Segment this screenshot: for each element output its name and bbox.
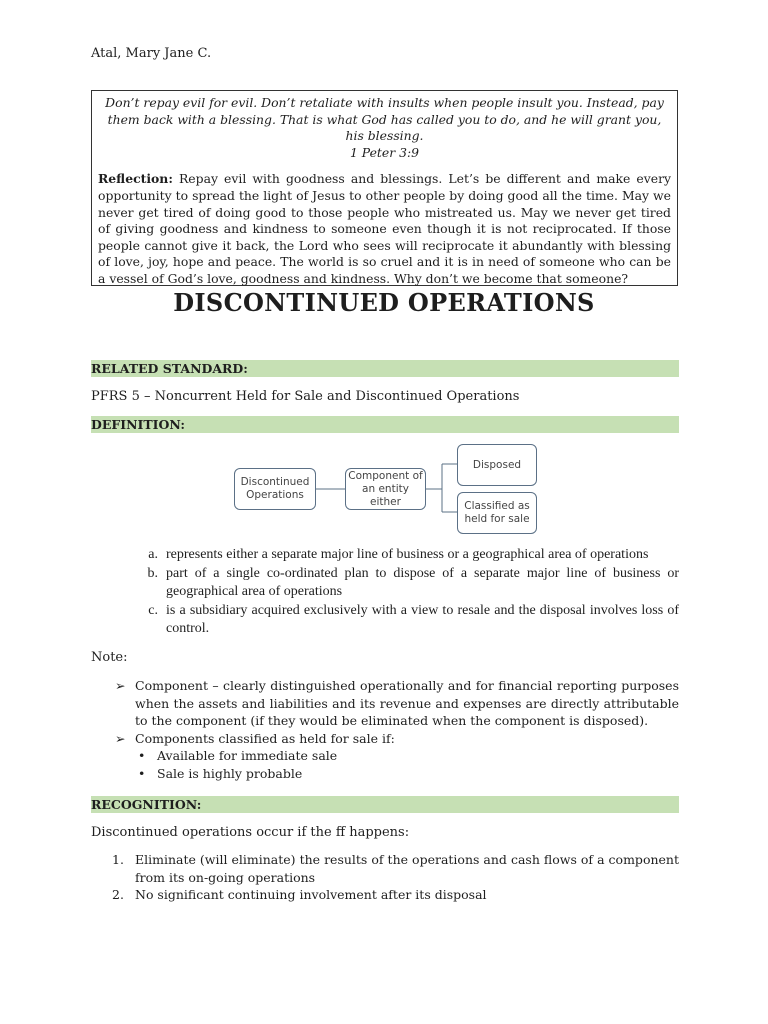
list-text: Eliminate (will eliminate) the results of the operations and cash flows of a component from its on-going operations (135, 852, 679, 885)
diagram-node-component: Component of an entity either (345, 468, 426, 510)
list-item (91, 546, 679, 564)
diagram-node-disposed: Disposed (457, 444, 537, 486)
reflection (98, 171, 671, 287)
list-marker: b. (147, 566, 158, 581)
definition-heading: DEFINITION: (91, 416, 679, 433)
list-marker: 1. (112, 852, 124, 867)
list-marker: c. (148, 603, 158, 618)
list-item (91, 747, 679, 765)
list-text: represents either a separate major line of business or a geographical area of operations (166, 547, 649, 562)
list-text: No significant continuing involvement after its disposal (135, 887, 487, 903)
arrow-bullet-icon: ➢ (115, 730, 126, 746)
list-marker: a. (148, 547, 158, 562)
list-item (91, 886, 679, 904)
diagram-node-discontinued-operations: Discontinued Operations (234, 468, 316, 510)
list-text: Sale is highly probable (157, 765, 303, 781)
list-item (91, 602, 679, 638)
definition-diagram (230, 440, 540, 535)
list-text: Component – clearly distinguished operationally and for financial reporting purposes when the assets and liabilities and its revenue and expenses are directly attributable to the component (if they would be eliminated when the component is disposed). (135, 678, 679, 729)
list-text: Available for immediate sale (157, 748, 338, 764)
list-text: Components classified as held for sale if: (135, 730, 395, 746)
list-text: part of a single co-ordinated plan to dispose of a separate major line of business or geographical area of operations (166, 566, 679, 599)
author-name: Atal, Mary Jane C. (91, 46, 212, 61)
page-title: DISCONTINUED OPERATIONS (173, 288, 595, 317)
recognition-intro: Discontinued operations occur if the ff happens: (91, 825, 410, 840)
definition-list (91, 546, 679, 639)
related-standard-text: PFRS 5 – Noncurrent Held for Sale and Discontinued Operations (91, 389, 520, 404)
bible-verse: 1 Peter 3:9 (349, 144, 420, 160)
note-list (91, 677, 679, 783)
reflection-label: Reflection: (98, 171, 173, 187)
list-marker: 2. (112, 887, 124, 903)
bullet-icon: • (138, 748, 146, 764)
bullet-icon: • (138, 765, 146, 781)
list-item (91, 677, 679, 730)
list-text: is a subsidiary acquired exclusively with a view to resale and the disposal involves loss of control. (166, 603, 679, 636)
reflection-text: Repay evil with goodness and blessings. Let’s be different and make every opportunity to spread the light of Jesus to other people by doing good all the time. May we never get tired of doing good to those people who mistreated us. May we never get tired of giving goodness and kindness to someone even though it is not reciprocated. If those people cannot give it back, the Lord who sees will reciprocate it abundantly with blessing of love, joy, hope and peace. The world is so cruel and it is in need of someone who can be a vessel of God’s love, goodness and kindness. Why don’t we become that someone? (98, 171, 671, 286)
list-item (91, 851, 679, 886)
list-item (91, 730, 679, 748)
diagram-node-held-for-sale: Classified as held for sale (457, 492, 537, 534)
note-label: Note: (91, 650, 128, 665)
recognition-list (91, 851, 679, 904)
bible-quote: Don’t repay evil for evil. Don’t retaliate with insults when people insult you. Instead, pay them back with a blessing. That is what God has called you to do, and he will grant you, his blessing. (105, 95, 664, 144)
list-item (91, 565, 679, 601)
list-item (91, 765, 679, 783)
related-standard-heading: RELATED STANDARD: (91, 360, 679, 377)
recognition-heading: RECOGNITION: (91, 796, 679, 813)
arrow-bullet-icon: ➢ (115, 678, 126, 693)
quote-box (91, 90, 678, 286)
